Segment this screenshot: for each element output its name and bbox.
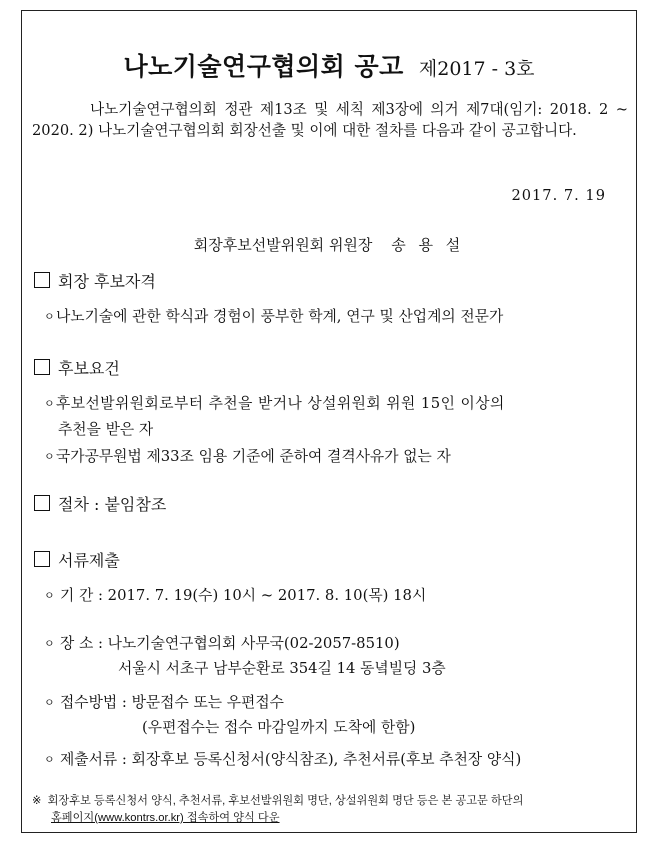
list-item: [44, 305, 503, 326]
notice-title: 나노기술연구협의회 공고: [123, 52, 404, 81]
chair-title: 회장후보선발위원회 위원장: [193, 236, 373, 254]
section-requirements-heading: [34, 356, 120, 379]
list-item-period: [44, 584, 426, 605]
checkbox-square-icon: [34, 495, 50, 511]
checkbox-square-icon: [34, 272, 50, 288]
notice-title-row: [22, 47, 636, 83]
bullet-circle-icon: ㅇ: [44, 589, 55, 602]
bullet-circle-icon: ㅇ: [44, 450, 55, 463]
footnote: [32, 793, 632, 827]
section-documents-heading: [34, 548, 120, 571]
checkbox-square-icon: [34, 359, 50, 375]
section-procedure-heading: [34, 492, 166, 515]
section-heading-text: 절차 : 붙임참조: [58, 495, 167, 514]
list-item-text: 장 소 : 나노기술연구협의회 사무국(02-2057-8510): [60, 635, 400, 652]
list-item-continuation: 추천을 받은 자: [58, 421, 154, 438]
homepage-link[interactable]: 홈페이지(www.kontrs.or.kr) 접속하여 양식 다운: [51, 812, 280, 824]
reference-mark-icon: ※: [32, 795, 42, 807]
footnote-line: [32, 793, 632, 810]
bullet-circle-icon: ㅇ: [44, 753, 55, 766]
list-item: [44, 445, 451, 466]
intro-paragraph: 나노기술연구협의회 정관 제13조 및 세칙 제3장에 의거 제7대(임기: 2018. 2 ~ 2020. 2) 나노기술연구협의회 회장선출 및 이에 대한 절차를 다음과 같이 공고합니다.: [32, 101, 628, 139]
list-item-text: 제출서류 : 회장후보 등록신청서(양식참조), 추천서류(후보 추천장 양식): [60, 751, 522, 768]
list-item-text: 국가공무원법 제33조 임용 기준에 준하여 결격사유가 없는 자: [56, 448, 451, 465]
list-item-text: 나노기술에 관한 학식과 경험이 풍부한 학계, 연구 및 산업계의 전문가: [56, 308, 504, 325]
section-heading-text: 서류제출: [58, 551, 120, 570]
checkbox-square-icon: [34, 551, 50, 567]
bullet-circle-icon: ㅇ: [44, 696, 55, 709]
section-qualification-heading: [34, 269, 156, 292]
bullet-circle-icon: ㅇ: [44, 637, 55, 650]
notice-frame: [21, 10, 637, 833]
chair-signature: [22, 234, 636, 255]
notice-date: 2017. 7. 19: [511, 187, 606, 204]
list-item-continuation: 서울시 서초구 남부순환로 354길 14 동녘빌딩 3층: [118, 660, 446, 677]
list-item-place: [44, 632, 400, 653]
list-item-text: 후보선발위원회로부터 추천을 받거나 상설위원회 위원 15인 이상의: [56, 395, 505, 412]
bullet-circle-icon: ㅇ: [44, 397, 56, 410]
list-item-text: 기 간 : 2017. 7. 19(수) 10시 ~ 2017. 8. 10(목) 18시: [60, 587, 427, 604]
list-item-method: [44, 691, 284, 712]
list-item-text: 접수방법 : 방문접수 또는 우편접수: [60, 694, 284, 711]
notice-number: 제2017 - 3호: [418, 58, 535, 80]
section-heading-text: 후보요건: [58, 359, 120, 378]
list-item: [44, 392, 505, 413]
list-item-forms: [44, 748, 521, 769]
section-heading-text: 회장 후보자격: [58, 272, 156, 291]
list-item-continuation: (우편접수는 접수 마감일까지 도착에 한함): [142, 719, 416, 736]
bullet-circle-icon: ㅇ: [44, 310, 55, 323]
footnote-text: 회장후보 등록신청서 양식, 추천서류, 후보선발위원회 명단, 상설위원회 명단 등은 본 공고문 하단의: [47, 795, 524, 807]
footnote-line: [32, 810, 632, 827]
chair-name: 송 용 설: [391, 236, 465, 254]
